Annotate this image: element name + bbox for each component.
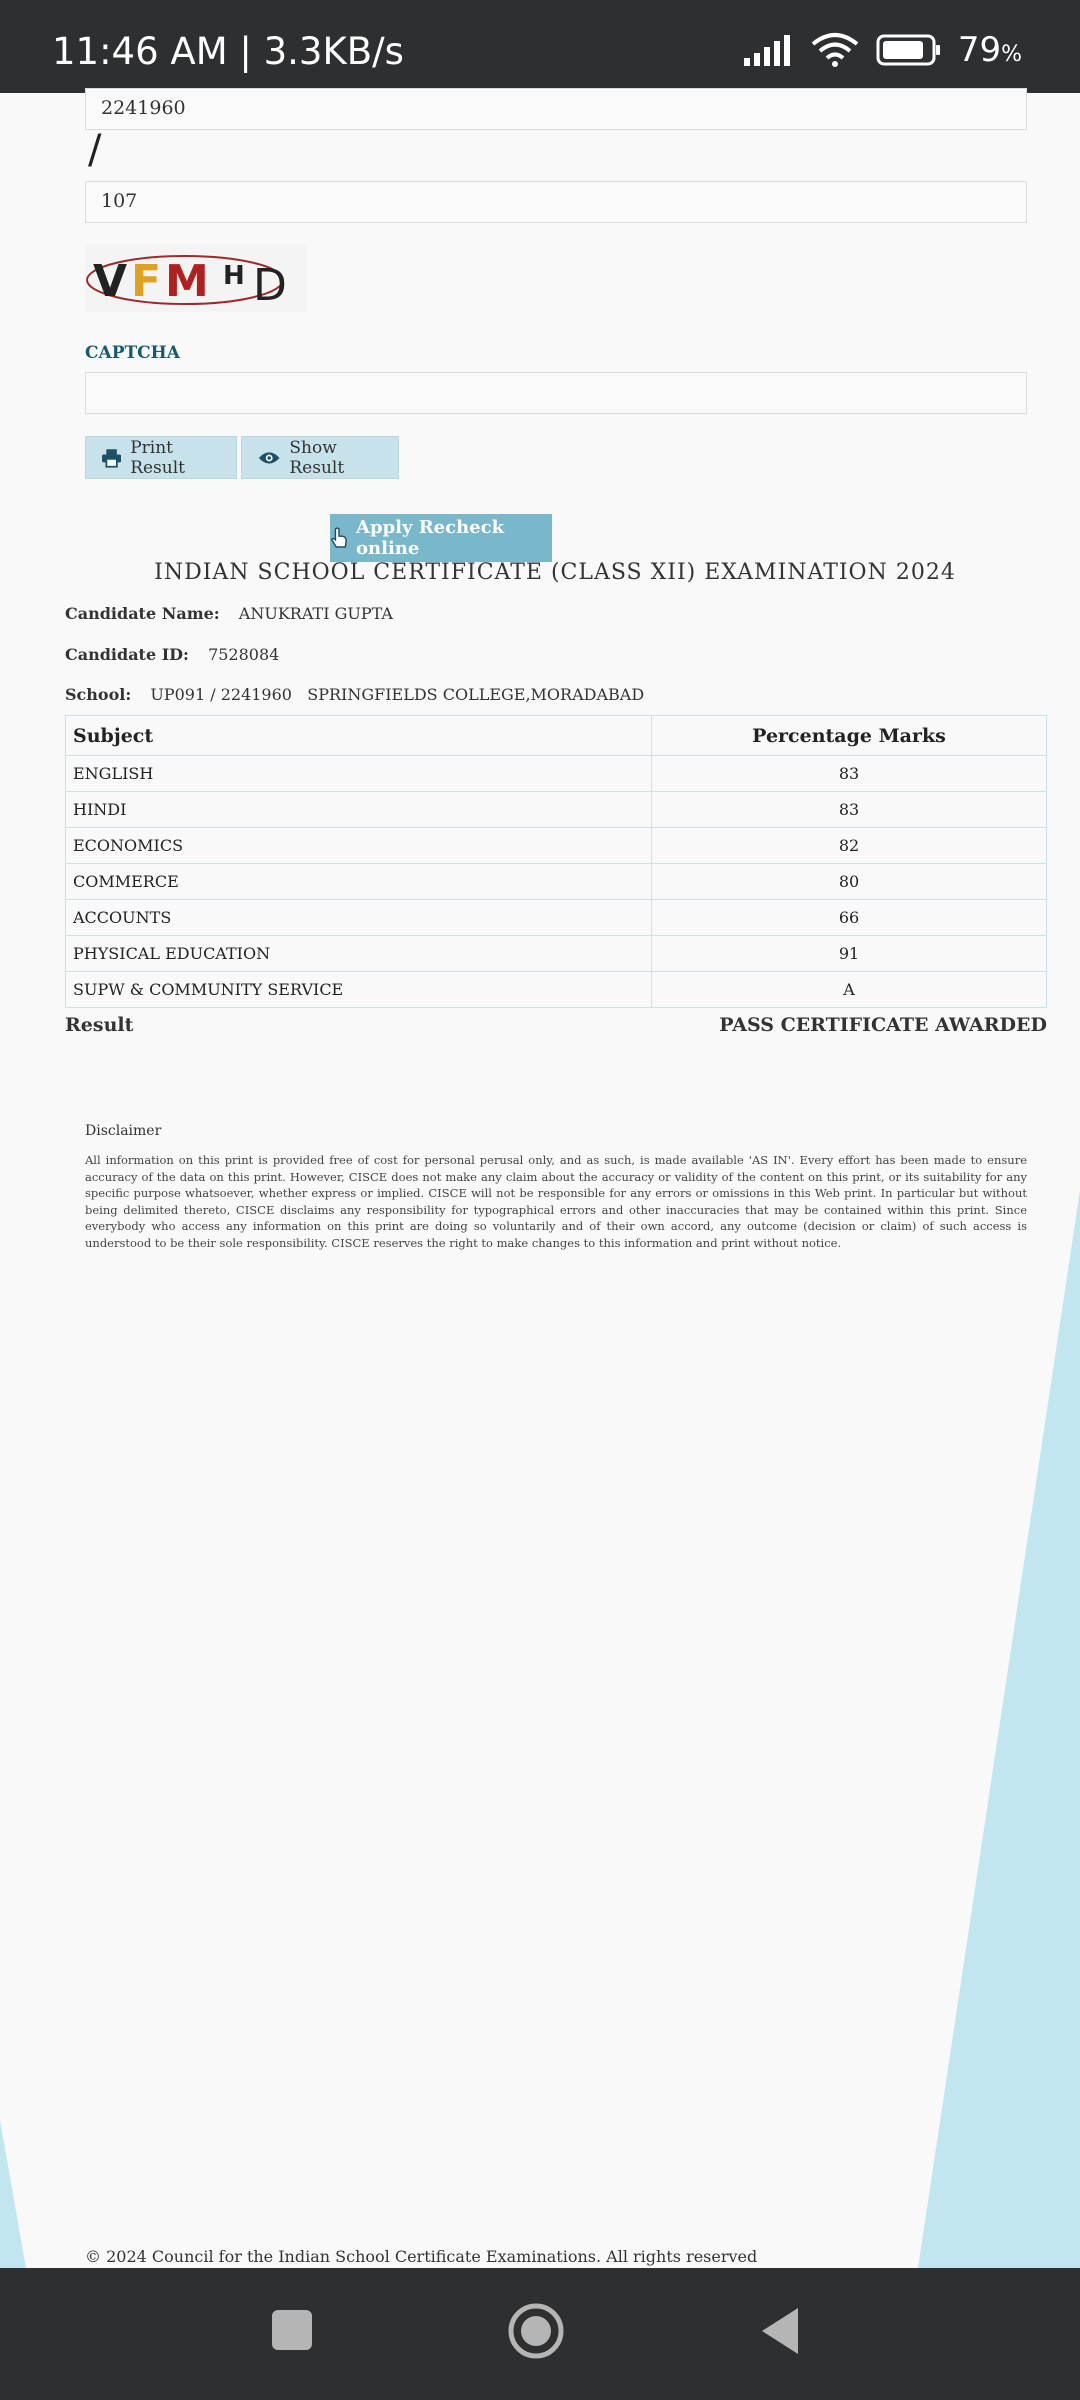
marks-cell: 80 [652,864,1047,900]
candidate-name-row [65,604,393,623]
subject-cell: ENGLISH [66,756,652,792]
candidate-name-value: ANUKRATI GUPTA [238,604,393,623]
subject-cell: COMMERCE [66,864,652,900]
subject-cell: PHYSICAL EDUCATION [66,936,652,972]
hand-pointer-icon [330,526,348,550]
school-code-field[interactable]: 2241960 [85,88,1027,130]
subject-cell: HINDI [66,792,652,828]
marks-cell: 83 [652,756,1047,792]
captcha-image [85,244,307,312]
svg-text:D: D [253,260,287,311]
svg-text:V: V [93,256,128,307]
marks-header: Percentage Marks [652,716,1047,756]
subject-cell: SUPW & COMMUNITY SERVICE [66,972,652,1008]
recents-button[interactable] [270,2308,314,2352]
apply-recheck-label: Apply Recheck online [356,517,505,559]
svg-text:M: M [165,256,209,307]
marks-cell: 66 [652,900,1047,936]
subject-cell: ECONOMICS [66,828,652,864]
separator: / [88,127,102,173]
candidate-id-value: 7528084 [208,645,280,664]
print-result-button[interactable] [85,436,237,479]
marks-cell: 91 [652,936,1047,972]
captcha-input[interactable] [85,372,1027,414]
table-row [66,828,1047,864]
subject-cell: ACCOUNTS [66,900,652,936]
subject-header: Subject [66,716,652,756]
result-label: Result [65,1014,134,1036]
svg-text:F: F [131,256,162,307]
wifi-icon [810,32,860,68]
captcha-label: CAPTCHA [85,343,180,363]
show-result-button[interactable] [241,436,399,479]
status-time: 11:46 AM | 3.3KB/s [52,30,404,73]
battery-percentage: 79% [957,30,1022,70]
eye-icon [258,449,280,467]
candidate-id-label: Candidate ID: [65,645,189,664]
svg-text:H: H [223,261,245,291]
show-result-label: Show Result [289,437,345,478]
candidate-name-label: Candidate Name: [65,604,220,623]
result-value: PASS CERTIFICATE AWARDED [719,1014,1047,1036]
back-button[interactable] [758,2306,802,2356]
disclaimer-title: Disclaimer [85,1123,162,1139]
table-row [66,864,1047,900]
home-button[interactable] [507,2302,565,2360]
table-header-row [66,716,1047,756]
school-row [65,685,644,704]
print-result-label: Print Result [130,437,185,478]
battery-icon [876,33,942,67]
disclaimer-text: All information on this print is provided free of cost for personal perusal only, and as such, is made available 'AS IN'. Every effort has been made to ensure accuracy of the data on this print. However, CISCE does not make any claim about the accuracy or validity of the content on this print, or its suitability for any specific purpose whatsoever, whether express or implied. CISCE will not be responsible for any errors or omissions in this Web print. In particular but without being delimited thereto, CISCE disclaims any responsibility for typographical errors and other inaccuracies that may be contained within this print. Since everybody who access any information on this print are doing so voluntarily and of their own accord, any outcome (decision or claim) of such access is understood to be their sole responsibility. CISCE reserves the right to make changes to this information and print without notice. [85,1153,1027,1250]
school-value: UP091 / 2241960 SPRINGFIELDS COLLEGE,MORADABAD [150,685,645,704]
table-row [66,792,1047,828]
school-label: School: [65,685,132,704]
table-row [66,756,1047,792]
marks-cell: 83 [652,792,1047,828]
table-row [66,972,1047,1008]
table-row [66,936,1047,972]
apply-recheck-button[interactable] [330,514,552,562]
navigation-bar [0,2268,1080,2400]
printer-icon [102,448,121,468]
marks-cell: 82 [652,828,1047,864]
marks-table [65,715,1047,1008]
signal-icon [742,34,794,66]
table-row [66,900,1047,936]
exam-title: INDIAN SCHOOL CERTIFICATE (CLASS XII) EXAMINATION 2024 [154,560,956,585]
status-bar [0,0,1080,93]
status-icons [742,30,1022,70]
serial-number-field[interactable]: 107 [85,181,1027,223]
footer-copyright: © 2024 Council for the Indian School Certificate Examinations. All rights reserved [85,2247,758,2266]
marks-cell: A [652,972,1047,1008]
candidate-id-row [65,645,279,664]
